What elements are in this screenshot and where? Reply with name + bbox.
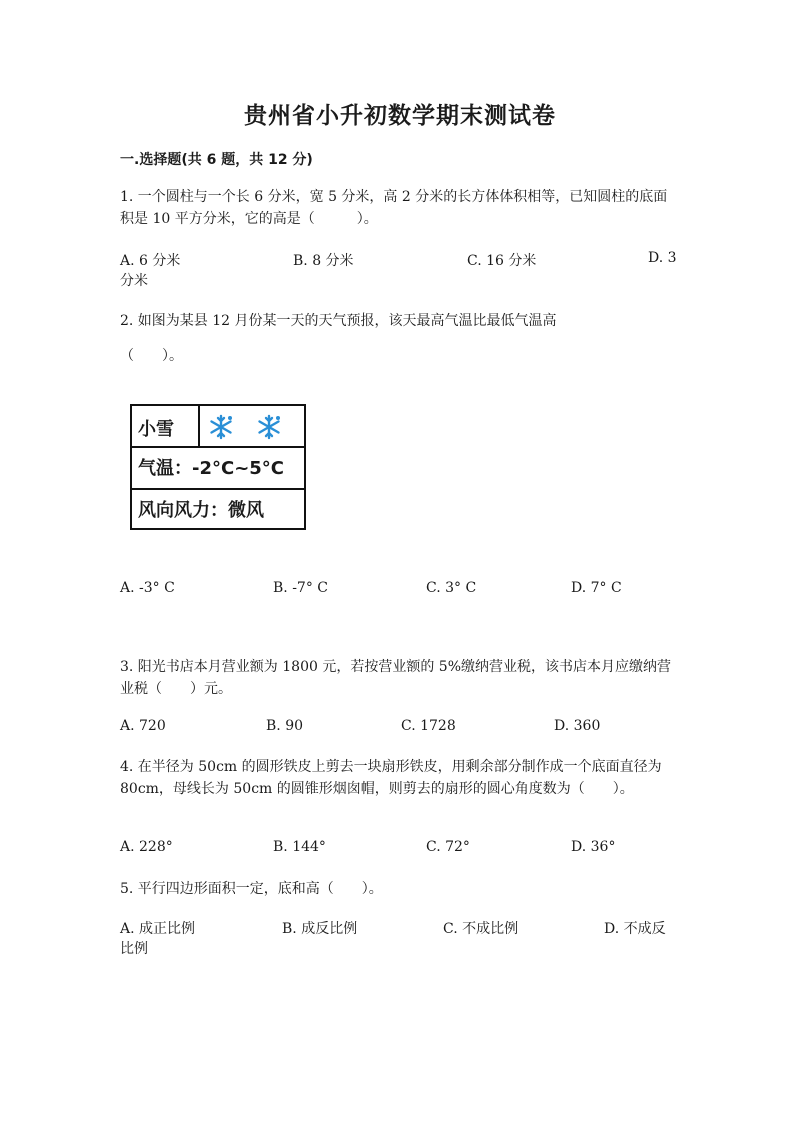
option-c[interactable]: C. 72° — [426, 839, 470, 855]
option-c[interactable]: C. 不成比例 — [443, 921, 519, 937]
snowflake-icon — [256, 414, 282, 440]
weather-condition: 小雪 — [138, 419, 174, 440]
options-4 — [120, 839, 680, 883]
question-2-blank: （ ）。 — [120, 348, 183, 364]
weather-forecast-card — [130, 404, 306, 530]
option-c[interactable]: C. 3° C — [426, 580, 477, 596]
question-1: 1. 一个圆柱与一个长 6 分米，宽 5 分米，高 2 分米的长方体体积相等，已知圆柱的底面积是 10 平方分米，它的高是（ ）。 — [120, 189, 668, 227]
snowflake-icon — [208, 414, 234, 440]
question-5: 5. 平行四边形面积一定，底和高（ ）。 — [120, 881, 383, 897]
weather-row-wind — [132, 488, 304, 528]
page-title: 贵州省小升初数学期末测试卷 — [244, 103, 556, 129]
question-4: 4. 在半径为 50cm 的圆形铁皮上剪去一块扇形铁皮，用剩余部分制作成一个底面直径为 80cm，母线长为 50cm 的圆锥形烟囱帽，则剪去的扇形的圆心角度数为（ ）。 — [120, 759, 662, 797]
option-a[interactable]: A. 720 — [120, 718, 166, 734]
weather-row-temperature — [132, 446, 304, 490]
option-d[interactable]: D. 3 — [648, 250, 677, 266]
option-c[interactable]: C. 1728 — [401, 718, 456, 734]
options-1 — [120, 250, 680, 294]
question-2: 2. 如图为某县 12 月份某一天的天气预报，该天最高气温比最低气温高 — [120, 313, 557, 329]
options-5 — [120, 918, 680, 962]
option-d[interactable]: D. 360 — [554, 718, 601, 734]
option-a[interactable]: A. 成正比例 — [120, 921, 196, 937]
option-d-continuation: 分米 — [120, 273, 148, 289]
option-d[interactable]: D. 36° — [571, 839, 616, 855]
option-a[interactable]: A. 228° — [120, 839, 173, 855]
weather-wind: 风向风力：微风 — [138, 500, 264, 521]
option-b[interactable]: B. -7° C — [273, 580, 328, 596]
question-3: 3. 阳光书店本月营业额为 1800 元，若按营业额的 5%缴纳营业税，该书店本月应缴纳营业税（ ）元。 — [120, 659, 671, 697]
options-2 — [120, 580, 680, 624]
weather-row-condition — [132, 406, 304, 448]
option-b[interactable]: B. 90 — [266, 718, 304, 734]
option-d[interactable]: D. 不成反 — [604, 921, 666, 937]
option-a[interactable]: A. -3° C — [120, 580, 175, 596]
option-b[interactable]: B. 成反比例 — [282, 921, 358, 937]
option-c[interactable]: C. 16 分米 — [467, 253, 537, 269]
option-d[interactable]: D. 7° C — [571, 580, 622, 596]
option-b[interactable]: B. 144° — [273, 839, 326, 855]
option-d-continuation: 比例 — [120, 941, 148, 957]
section-heading: 一.选择题(共 6 题，共 12 分) — [120, 152, 313, 168]
option-a[interactable]: A. 6 分米 — [120, 253, 181, 269]
weather-temperature: 气温：-2°C~5°C — [138, 458, 285, 479]
option-b[interactable]: B. 8 分米 — [293, 253, 354, 269]
divider — [198, 406, 200, 446]
